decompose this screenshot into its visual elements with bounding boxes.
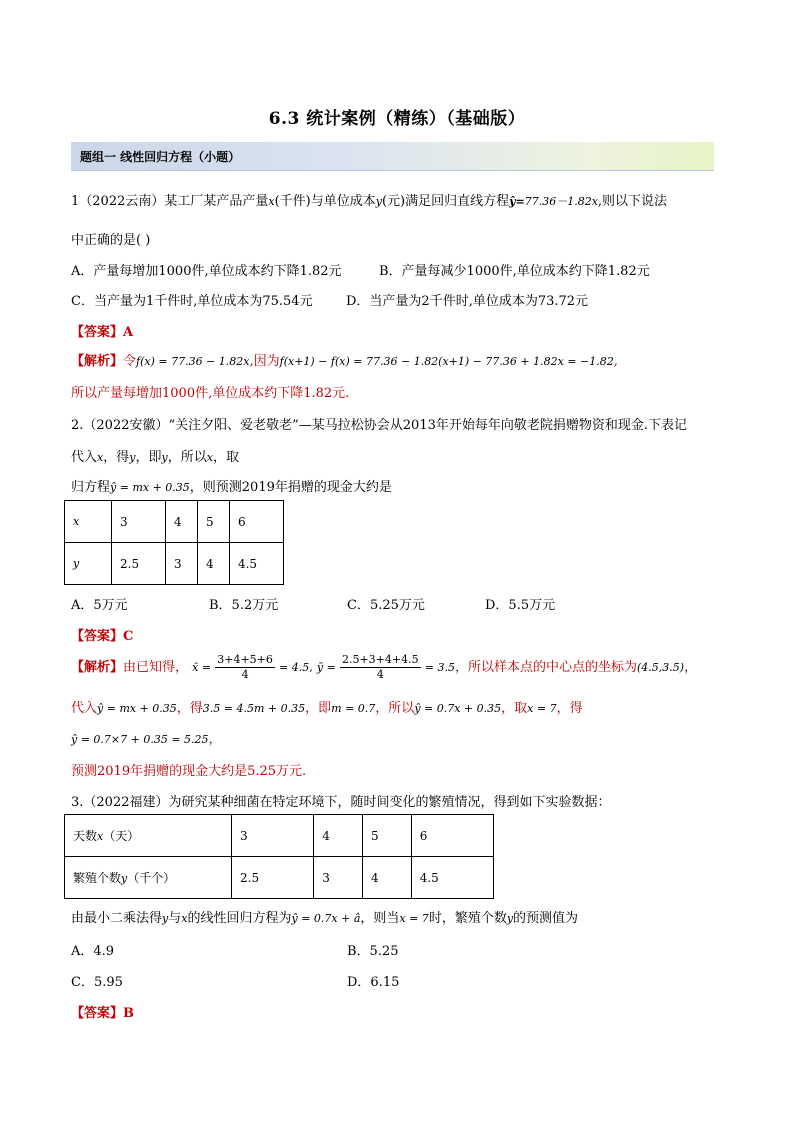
q2-stem-line1: 2.（2022安徽）“关注夕阳、爱老敬老”—某马拉松协会从2013年开始每年向敬老院捐赠物资和现金.下表记 [71,418,687,433]
q1-analysis-line2: 所以产量每增加1000件,单位成本约下降1.82元. [71,386,350,401]
table-cell: 4 [362,857,411,899]
q3-option-a: A．4.9 [71,944,115,959]
table-cell: 6 [229,501,283,543]
q2-data-table [64,500,284,585]
table-cell: 2.5 [232,857,314,899]
table-cell: x [65,501,112,543]
q2-option-b: B．5.2万元 [209,598,279,613]
q1-option-c: C．当产量为1千件时,单位成本为75.54元 [71,294,313,309]
table-cell: 3 [112,501,166,543]
q1-stem-line2: 中正确的是( ) [71,233,151,248]
table-row [65,501,284,543]
q3-option-c: C．5.95 [71,975,123,990]
table-row [65,543,284,585]
q2-analysis-line2: 代入ŷ = mx + 0.35，得3.5 = 4.5m + 0.35，即m = 0.7，所以ŷ = 0.7x + 0.35，取x = 7，得 [71,701,583,716]
table-cell: 5 [197,501,229,543]
table-cell: 2.5 [112,543,166,585]
table-cell: 3 [166,543,198,585]
q2-analysis-line1: 【解析】由已知得， x̄ = $\frac{3+4+5+6}{4}$ = 4.5, ȳ = $\frac{2.5+3+4+4.5}{4}$ = 3.5，所以样本点的中心点的坐标为(4.5,3.5)， [71,653,698,681]
q1-option-d: D．当产量为2千件时,单位成本为73.72元 [346,294,589,309]
table-cell: 5 [362,815,411,857]
table-cell: 6 [411,815,493,857]
q2-analysis-line4: 预测2019年捐赠的现金大约是5.25万元. [71,764,307,779]
table-cell: 4.5 [411,857,493,899]
q3-answer: 【答案】B [71,1006,135,1021]
q3-data-table [64,814,494,899]
table-cell: 4.5 [229,543,283,585]
q1-option-b: B．产量每减少1000件,单位成本约下降1.82元 [379,264,650,279]
q2-option-a: A．5万元 [71,598,128,613]
table-cell: 4 [166,501,198,543]
q1-answer: 【答案】A [71,325,134,340]
q3-option-b: B．5.25 [347,944,399,959]
q3-option-d: D．6.15 [347,975,400,990]
page-title: 6.3 统计案例（精练）（基础版） [268,109,526,129]
q2-answer: 【答案】C [71,629,134,644]
fraction: $\frac{3+4+5+6}{4}$ [217,653,273,681]
table-cell: 3 [314,857,363,899]
q3-stem-line2: 由最小二乘法得y与x的线性回归方程为ŷ = 0.7x + â，则当x = 7时，繁殖个数y的预测值为 [71,911,579,926]
table-row [65,815,494,857]
table-cell: 繁殖个数y（千个） [65,857,232,899]
table-cell: 4 [314,815,363,857]
q2-option-c: C．5.25万元 [347,598,425,613]
table-cell: 天数x（天） [65,815,232,857]
section-label: 题组一 线性回归方程（小题） [80,150,241,164]
table-row [65,857,494,899]
q1-stem-line1: 1（2022云南）某工厂某产品产量x(千件)与单位成本y(元)满足回归直线方程ŷ=77.36－1.82x,则以下说法 [71,194,668,209]
q2-stem-line3: 归方程ŷ = mx + 0.35，则预测2019年捐赠的现金大约是 [71,480,392,495]
q1-analysis-line1: 【解析】令f(x) = 77.36 − 1.82x,因为f(x+1) − f(x) = 77.36 − 1.82(x+1) − 77.36 + 1.82x = −1.82, [71,354,618,369]
q2-analysis-line3: ŷ = 0.7×7 + 0.35 = 5.25， [71,732,222,747]
q2-option-d: D．5.5万元 [485,598,556,613]
table-cell: y [65,543,112,585]
table-cell: 4 [197,543,229,585]
q3-stem-line1: 3.（2022福建）为研究某种细菌在特定环境下，随时间变化的繁殖情况，得到如下实验数据： [71,795,611,810]
table-cell: 3 [232,815,314,857]
fraction: $\frac{2.5+3+4+4.5}{4}$ [341,653,419,681]
q2-stem-line2: 代入x，得y，即y，所以x，取 [71,450,239,465]
q1-option-a: A．产量每增加1000件,单位成本约下降1.82元 [71,264,342,279]
